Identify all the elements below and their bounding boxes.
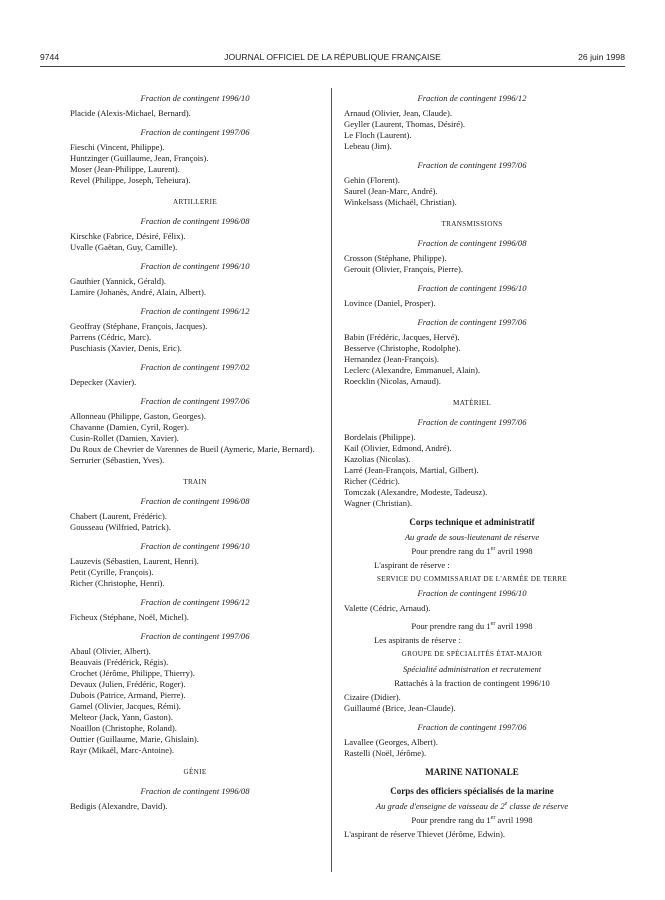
ordinal-superscript: e: [504, 801, 508, 808]
fraction-heading: Fraction de contingent 1996/10: [140, 261, 250, 271]
name-entry: Lamire (Johanès, André, Alain, Albert).: [70, 287, 207, 297]
name-entry: Petit (Cyrille, François).: [70, 567, 154, 577]
name-entry: Geoffray (Stéphane, François, Jacques).: [70, 321, 208, 331]
name-entry: Valette (Cédric, Arnaud).: [344, 603, 431, 613]
name-entry: Huntzinger (Guillaume, Jean, François).: [70, 153, 209, 163]
name-entry: Bedigis (Alexandre, David).: [70, 801, 168, 811]
line-text: Pour prendre rang du 1: [411, 621, 491, 631]
name-entry: Lauzevis (Sébastien, Laurent, Henri).: [70, 556, 199, 566]
name-entry: Kazolias (Nicolas).: [344, 454, 411, 464]
section-heading: TRAIN: [183, 478, 207, 486]
name-entry: Uvalle (Gaëtan, Guy, Camille).: [70, 242, 178, 252]
service-heading: SERVICE DU COMMISSARIAT DE L'ARMÉE DE TERRE: [376, 575, 568, 583]
rank-line: [344, 546, 600, 557]
name-entry: Chavanne (Damien, Cyril, Roger).: [70, 422, 189, 432]
name-entry: Beauvais (Frédérick, Régis).: [70, 657, 169, 667]
name-entry: Lavallee (Georges, Albert).: [344, 737, 438, 747]
name-entry: Depecker (Xavier).: [70, 377, 137, 387]
name-entry: Revel (Philippe, Joseph, Teheiura).: [70, 175, 191, 185]
fraction-heading: Fraction de contingent 1996/12: [140, 306, 250, 316]
name-entry: Serrurier (Sébastien, Yves).: [70, 455, 165, 465]
fraction-heading: Fraction de contingent 1997/06: [417, 722, 527, 732]
name-entry: Cusin-Rollet (Damien, Xavier).: [70, 433, 179, 443]
fraction-heading: Fraction de contingent 1996/10: [417, 283, 527, 293]
fraction-heading: Fraction de contingent 1996/08: [140, 496, 250, 506]
name-entry: Crochet (Jérôme, Philippe, Thierry).: [70, 668, 195, 678]
fraction-heading: Fraction de contingent 1997/06: [140, 127, 250, 137]
fraction-heading: Fraction de contingent 1997/06: [417, 317, 527, 327]
fraction-heading: Fraction de contingent 1996/08: [417, 238, 527, 248]
name-entry: Devaux (Julien, Frédéric, Roger).: [70, 679, 186, 689]
section-heading: ARTILLERIE: [172, 198, 218, 206]
fraction-heading: Fraction de contingent 1996/08: [140, 216, 250, 226]
name-entry: Le Floch (Laurent).: [344, 130, 412, 140]
fraction-heading: Fraction de contingent 1996/10: [140, 541, 250, 551]
name-entry: Crosson (Stéphane, Philippe).: [344, 253, 447, 263]
name-entry: Besserve (Christophe, Rodolphe).: [344, 343, 461, 353]
line-text: classe de réserve: [507, 801, 569, 811]
name-entry: Saurel (Jean-Marc, André).: [344, 186, 438, 196]
page-header: [40, 52, 625, 64]
name-entry: Wagner (Christian).: [344, 498, 413, 508]
name-entry: Rastelli (Noël, Jérôme).: [344, 748, 427, 758]
name-entry: Chabert (Laurent, Frédéric).: [70, 511, 167, 521]
name-entry: Hernandez (Jean-François).: [344, 354, 439, 364]
ordinal-superscript: er: [490, 621, 496, 628]
column-divider: [331, 88, 332, 872]
line-text: avril 1998: [495, 815, 533, 825]
grade-line: Au grade de sous-lieutenant de réserve: [404, 532, 540, 542]
name-entry: Moser (Jean-Philippe, Laurent).: [70, 164, 180, 174]
fraction-heading: Fraction de contingent 1997/06: [417, 417, 527, 427]
name-entry: Fieschi (Vincent, Philippe).: [70, 142, 165, 152]
name-entry: Geyller (Laurent, Thomas, Désiré).: [344, 119, 466, 129]
fraction-heading: Fraction de contingent 1996/10: [417, 588, 527, 598]
section-heading: TRANSMISSIONS: [441, 220, 503, 228]
name-entry: Babin (Frédéric, Jacques, Hervé).: [344, 332, 460, 342]
name-entry: Ficheux (Stéphane, Noël, Michel).: [70, 612, 189, 622]
name-entry: Melteor (Jack, Yann, Gaston).: [70, 712, 173, 722]
attachment-line: Rattachés à la fraction de contingent 1996/10: [394, 678, 550, 688]
name-entry: Du Roux de Chevrier de Varennes de Bueil (Aymeric, Marie, Bernard).: [70, 444, 315, 454]
fraction-heading: Fraction de contingent 1996/10: [140, 93, 250, 103]
fraction-heading: Fraction de contingent 1997/06: [140, 631, 250, 641]
service-heading: GROUPE DE SPÉCIALITÉS ÉTAT-MAJOR: [401, 650, 543, 658]
name-entry: Dubois (Patrice, Armand, Pierre).: [70, 690, 186, 700]
corps-heading: Corps des officiers spécialisés de la marine: [390, 786, 554, 796]
fraction-heading: Fraction de contingent 1996/12: [417, 93, 527, 103]
name-entry: Lebeau (Jim).: [344, 141, 392, 151]
section-heading: MATÉRIEL: [453, 399, 491, 407]
rank-line: [344, 621, 600, 632]
name-entry: Richer (Cédric).: [344, 476, 400, 486]
corps-heading: Corps technique et administratif: [409, 517, 535, 527]
name-entry: Outtier (Guillaume, Marie, Ghislain).: [70, 734, 199, 744]
name-entry: Winkelsass (Michaël, Christian).: [344, 197, 457, 207]
name-entry: Rayr (Mikaël, Marc-Antoine).: [70, 745, 175, 755]
line-text: Pour prendre rang du 1: [411, 815, 491, 825]
aspirant-line: L'aspirant de réserve :: [374, 560, 450, 570]
name-entry: Placide (Alexis-Michael, Bernard).: [70, 108, 191, 118]
name-entry: Gerouit (Olivier, François, Pierre).: [344, 264, 463, 274]
corps-heading: MARINE NATIONALE: [425, 767, 519, 777]
name-entry: Abaul (Olivier, Albert).: [70, 646, 151, 656]
name-entry: Arnaud (Olivier, Jean, Claude).: [344, 108, 452, 118]
name-entry: Noaillon (Christophe, Roland).: [70, 723, 177, 733]
name-entry: Leclerc (Alexandre, Emmanuel, Alain).: [344, 365, 481, 375]
name-entry: Lovince (Daniel, Prosper).: [344, 298, 436, 308]
line-text: Au grade d'enseigne de vaisseau de 2: [375, 801, 505, 811]
left-column: [70, 88, 320, 812]
name-entry: Larré (Jean-François, Martial, Gilbert).: [344, 465, 479, 475]
ordinal-superscript: er: [490, 815, 496, 822]
section-heading: GÉNIE: [183, 768, 207, 776]
name-entry: Puschiasis (Xavier, Denis, Eric).: [70, 343, 182, 353]
header-rule: [40, 66, 625, 67]
line-text: avril 1998: [495, 546, 533, 556]
name-entry: Gehin (Florent).: [344, 175, 400, 185]
name-entry: Bordelais (Philippe).: [344, 432, 416, 442]
name-entry: Roecklin (Nicolas, Arnaud).: [344, 376, 441, 386]
name-entry: L'aspirant de réserve Thievet (Jérôme, Edwin).: [344, 829, 506, 839]
name-entry: Gamel (Olivier, Jacques, Rémi).: [70, 701, 181, 711]
ordinal-superscript: er: [490, 546, 496, 553]
name-entry: Cizaire (Didier).: [344, 692, 401, 702]
right-column: [344, 88, 600, 840]
name-entry: Guillaumé (Brice, Jean-Claude).: [344, 703, 456, 713]
grade-line: Spécialité administration et recrutement: [402, 664, 542, 674]
name-entry: Allonneau (Philippe, Gaston, Georges).: [70, 411, 206, 421]
fraction-heading: Fraction de contingent 1996/12: [140, 597, 250, 607]
journal-title: JOURNAL OFFICIEL DE LA RÉPUBLIQUE FRANÇAISE: [224, 52, 441, 62]
grade-line: [344, 801, 600, 812]
rank-line: [344, 815, 600, 826]
name-entry: Tomczak (Alexandre, Modeste, Tadeusz).: [344, 487, 488, 497]
line-text: avril 1998: [495, 621, 533, 631]
name-entry: Richer (Christophe, Henri).: [70, 578, 165, 588]
name-entry: Gauthier (Yannick, Gérald).: [70, 276, 167, 286]
fraction-heading: Fraction de contingent 1997/06: [417, 160, 527, 170]
aspirant-line: Les aspirants de réserve :: [374, 635, 461, 645]
spacer: [344, 614, 600, 618]
name-entry: Gousseau (Wilfried, Patrick).: [70, 522, 171, 532]
fraction-heading: Fraction de contingent 1997/06: [140, 396, 250, 406]
publication-date: 26 juin 1998: [578, 52, 625, 62]
line-text: Pour prendre rang du 1: [411, 546, 491, 556]
name-entry: Kail (Olivier, Edmond, André).: [344, 443, 452, 453]
fraction-heading: Fraction de contingent 1997/02: [140, 362, 250, 372]
fraction-heading: Fraction de contingent 1996/08: [140, 786, 250, 796]
name-entry: Parrens (Cédric, Marc).: [70, 332, 152, 342]
page-number: 9744: [40, 52, 60, 62]
name-entry: Kirschke (Fabrice, Désiré, Félix).: [70, 231, 186, 241]
